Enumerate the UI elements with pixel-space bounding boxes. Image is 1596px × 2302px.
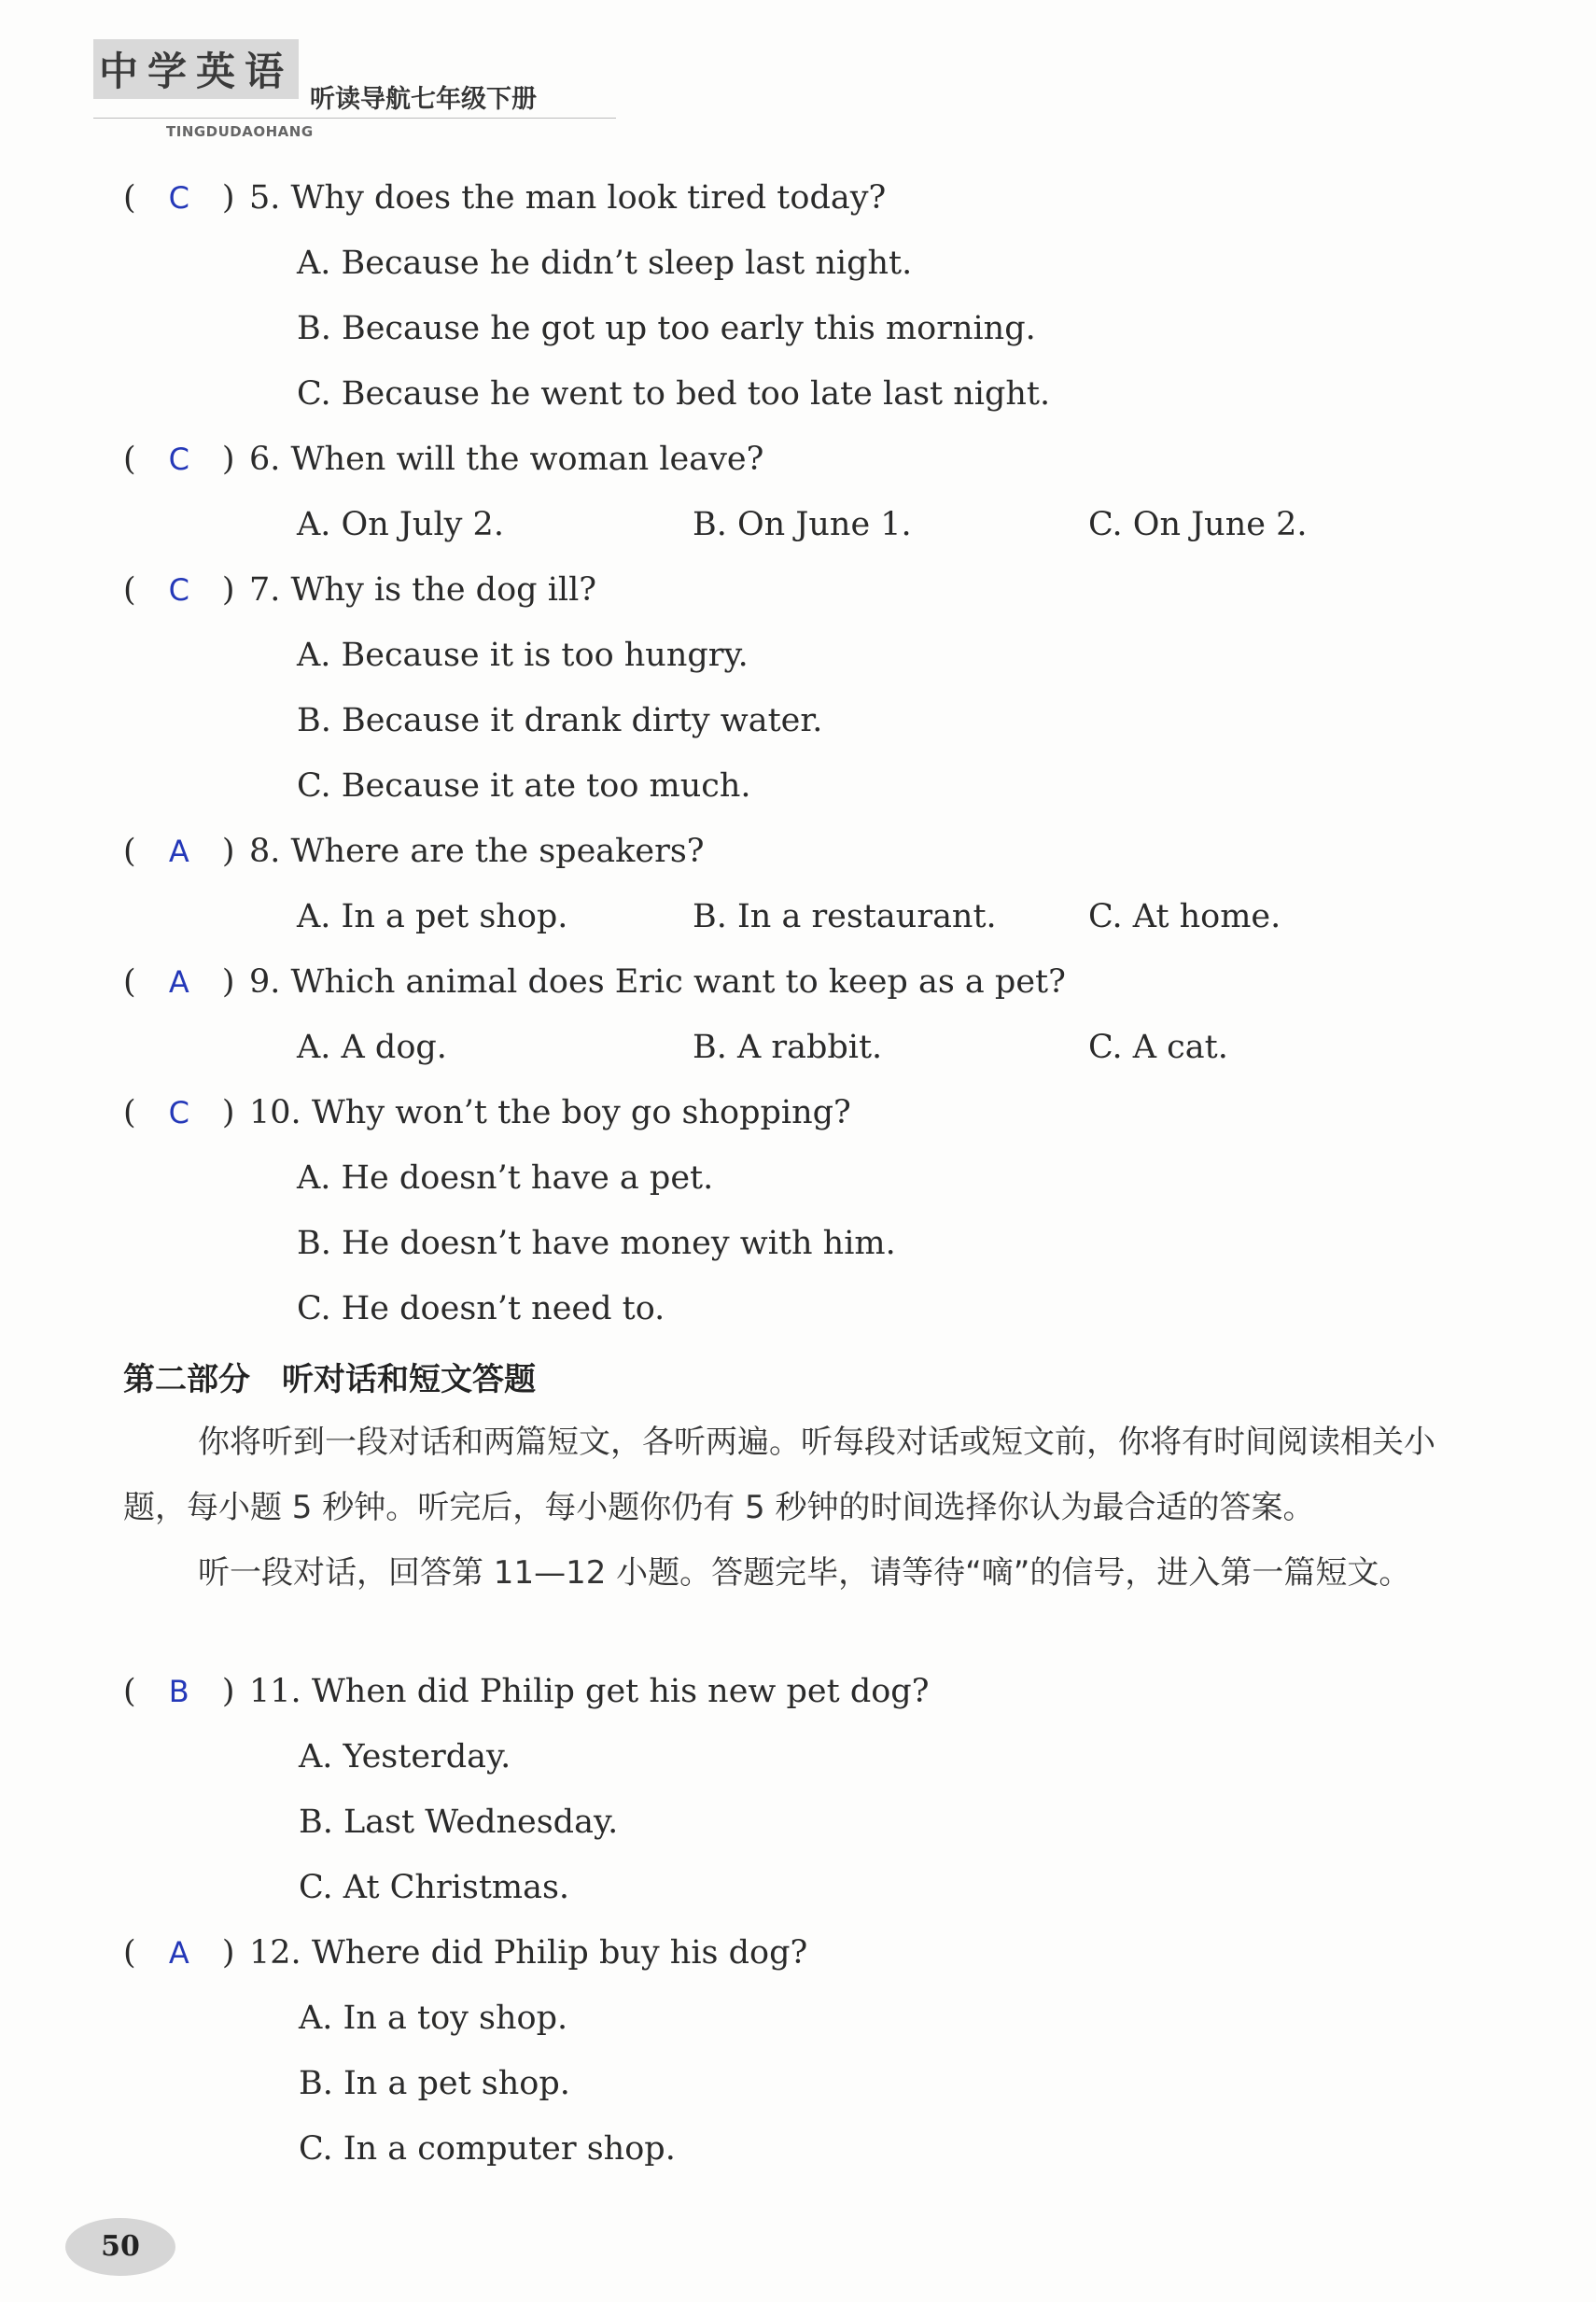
answer-10: C	[168, 1095, 189, 1130]
book-subtitle: 听读导航七年级下册	[310, 85, 537, 114]
option-5c: C. Because he went to bed too late last night.	[297, 375, 1051, 413]
section-heading: 第二部分 听对话和短文答题	[123, 1361, 536, 1398]
question-text: Where did Philip buy his dog?	[311, 1934, 808, 1972]
answer-11: B	[168, 1674, 189, 1709]
answer-12: A	[168, 1935, 189, 1971]
question-text: Where are the speakers?	[290, 833, 705, 870]
page-number: 50	[65, 2218, 175, 2276]
option-10c: C. He doesn’t need to.	[297, 1290, 665, 1327]
question-5: ( C ) 5. Why does the man look tired today?	[123, 179, 887, 217]
answer-8: A	[168, 834, 189, 869]
book-pinyin: TINGDUDAOHANG	[166, 123, 314, 140]
question-text: Which animal does Eric want to keep as a pet?	[290, 963, 1066, 1001]
question-6: ( C ) 6. When will the woman leave?	[123, 441, 764, 478]
option-5a: A. Because he didn’t sleep last night.	[297, 245, 913, 282]
option-11b: B. Last Wednesday.	[299, 1804, 619, 1841]
question-7: ( C ) 7. Why is the dog ill?	[123, 571, 597, 609]
answer-7: C	[168, 572, 189, 608]
option-7c: C. Because it ate too much.	[297, 767, 751, 805]
option-5b: B. Because he got up too early this morning.	[297, 310, 1036, 347]
question-11: ( B ) 11. When did Philip get his new pet dog?	[123, 1673, 930, 1710]
option-6c: C. On June 2.	[1088, 506, 1308, 543]
option-9b: B. A rabbit.	[693, 1029, 883, 1066]
option-12c: C. In a computer shop.	[299, 2130, 676, 2168]
dialogue-instructions: 听一段对话，回答第 11—12 小题。答题完毕，请等待“嘀”的信号，进入第一篇短文。	[198, 1554, 1411, 1592]
answer-6: C	[168, 442, 189, 477]
option-8b: B. In a restaurant.	[693, 898, 997, 935]
question-10: ( C ) 10. Why won’t the boy go shopping?	[123, 1094, 851, 1131]
option-11a: A. Yesterday.	[299, 1738, 511, 1776]
answer-9: A	[168, 964, 189, 1000]
option-11c: C. At Christmas.	[299, 1869, 570, 1906]
option-6a: A. On July 2.	[297, 506, 504, 543]
title-text: 中学英语	[93, 39, 299, 99]
option-12a: A. In a toy shop.	[299, 2000, 568, 2037]
question-text: Why is the dog ill?	[290, 571, 597, 609]
option-6b: B. On June 1.	[693, 506, 912, 543]
option-9a: A. A dog.	[297, 1029, 447, 1066]
option-8c: C. At home.	[1088, 898, 1281, 935]
answer-5: C	[168, 180, 189, 216]
header-divider	[93, 118, 616, 119]
question-text: Why does the man look tired today?	[290, 179, 887, 217]
question-text: Why won’t the boy go shopping?	[311, 1094, 851, 1131]
option-7b: B. Because it drank dirty water.	[297, 702, 823, 739]
question-text: When did Philip get his new pet dog?	[311, 1673, 930, 1710]
section-instructions: 你将听到一段对话和两篇短文，各听两遍。听每段对话或短文前，你将有时间阅读相关小题，每小题 5 秒钟。听完后，每小题你仍有 5 秒钟的时间选择你认为最合适的答案。	[123, 1424, 1435, 1526]
question-8: ( A ) 8. Where are the speakers?	[123, 833, 705, 870]
option-8a: A. In a pet shop.	[297, 898, 568, 935]
option-9c: C. A cat.	[1088, 1029, 1228, 1066]
option-12b: B. In a pet shop.	[299, 2065, 570, 2102]
question-12: ( A ) 12. Where did Philip buy his dog?	[123, 1934, 808, 1972]
book-title	[93, 39, 301, 99]
option-7a: A. Because it is too hungry.	[297, 637, 749, 674]
option-10a: A. He doesn’t have a pet.	[297, 1159, 714, 1197]
question-9: ( A ) 9. Which animal does Eric want to keep as a pet?	[123, 963, 1066, 1001]
question-text: When will the woman leave?	[290, 441, 764, 478]
option-10b: B. He doesn’t have money with him.	[297, 1225, 896, 1262]
